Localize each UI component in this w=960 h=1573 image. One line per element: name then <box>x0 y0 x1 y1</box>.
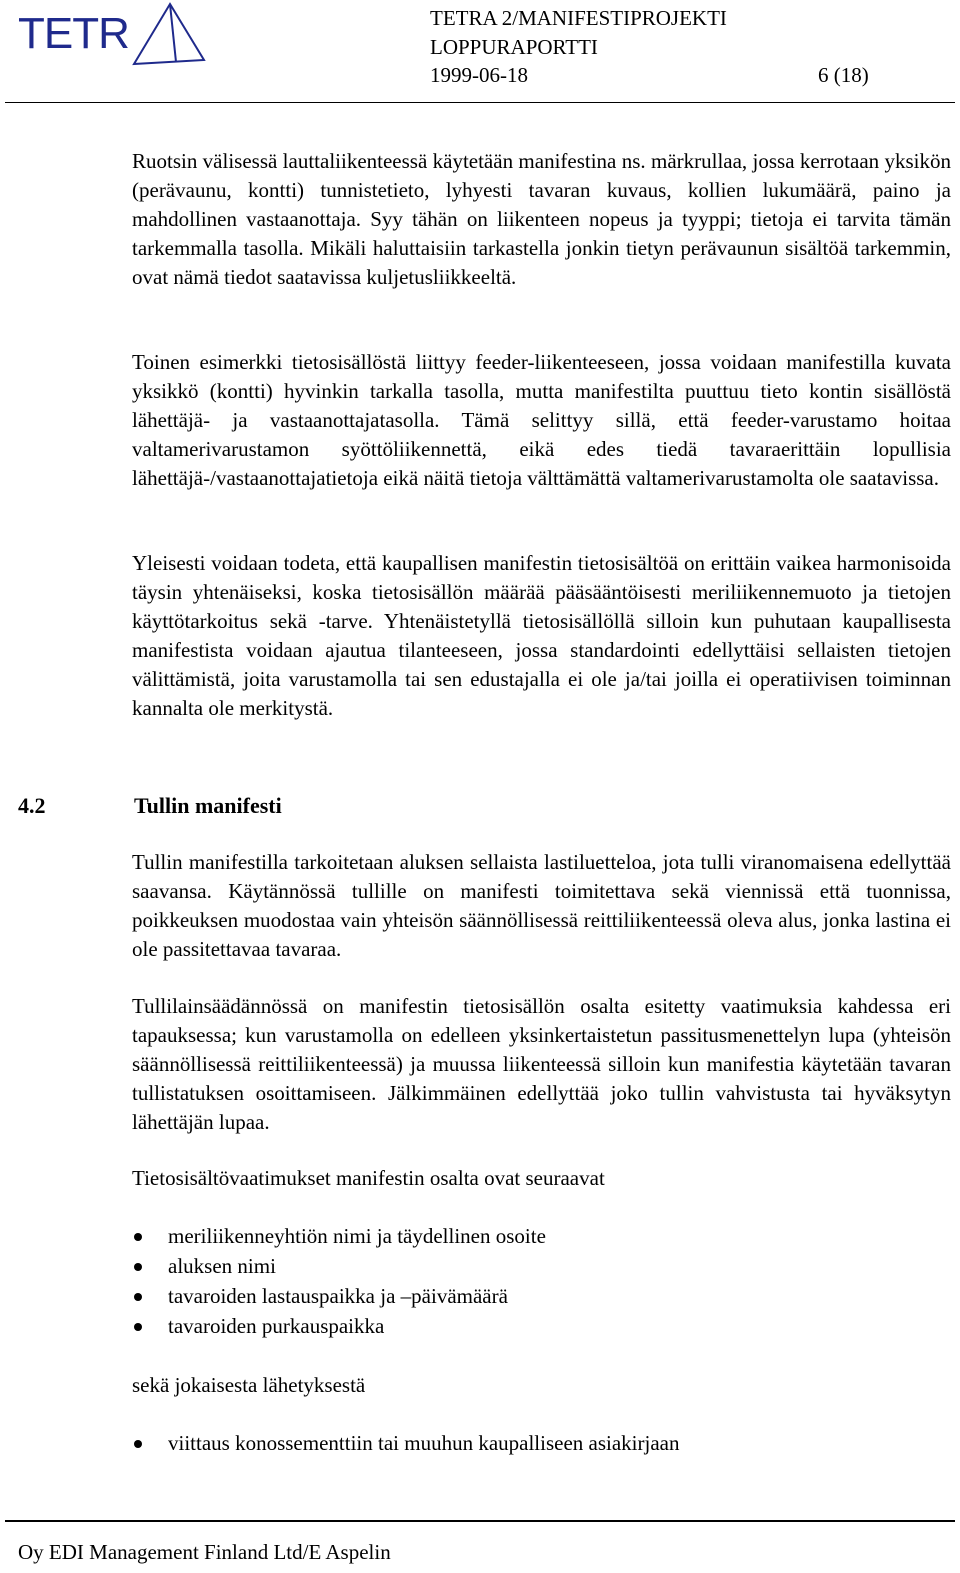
list-item-text: tavaroiden purkauspaikka <box>168 1314 385 1338</box>
paragraph-5: Tullilainsäädännössä on manifestin tietosisällön osalta esitetty vaatimuksia kahdessa eri tapauksessa; kun varustamolla on edelleen yksinkertaistetun passitusmenettelyn lupa (yhteisön säännöllisessä reittiliikenteessä) ja muussa liikenteessä silloin kun manifestia käytetään tavaran tullistatuksen osoittamiseen. Jälkimmäinen edellyttää joko tullin vahvistusta tai hyväksytyn lähettäjän lupaa. <box>132 994 951 1134</box>
paragraph-2: Toinen esimerkki tietosisällöstä liittyy feeder-liikenteeseen, jossa voidaan manifestilla kuvata yksikkö (kontti) hyvinkin tarkalla tasolla, mutta manifestilta puuttuu tieto kontin sisällöstä lähettäjä- ja vastaanottajatasolla. Tämä selittyy sillä, että feeder-varustamo hoitaa valtamerivarustamon syöttöliikennettä, eikä edes tiedä tavaraerittäin lopullisia lähettäjä-/vastaanottajatietoja eikä näitä tietoja välttämättä valtamerivarustamolta ole saatavissa. <box>132 350 951 490</box>
list-item-text: meriliikenneyhtiön nimi ja täydellinen osoite <box>168 1224 546 1248</box>
logo-text: TETR <box>18 9 129 58</box>
footer-divider <box>5 1520 955 1522</box>
list-item <box>132 1312 932 1342</box>
paragraph-1: Ruotsin välisessä lauttaliikenteessä käytetään manifestina ns. märkrullaa, jossa kerrotaan yksikön (perävaunu, kontti) tunnistetieto, lyhyesti tavaran kuvaus, kollien lukumäärä, paino ja mahdollinen vastaanottaja. Syy tähän on liikenteen nopeus ja tyyppi; tietoja ei tarvita tämän tarkemmalla tasolla. Mikäli haluttaisiin tarkastella jonkin tietyn perävaunun sisältöä tarkemmin, ovat nämä tiedot saatavissa kuljetusliikkeeltä. <box>132 149 951 289</box>
header-date: 1999-06-18 <box>430 63 528 87</box>
list-item <box>132 1429 932 1459</box>
shipment-list <box>132 1429 932 1459</box>
requirements-list <box>132 1222 932 1342</box>
header-project-title: TETRA 2/MANIFESTIPROJEKTI <box>430 6 727 30</box>
paragraph-3: Yleisesti voidaan todeta, että kaupallisen manifestin tietosisältöä on erittäin vaikea harmonisoida täysin yhtenäiseksi, koska tietosisällön määrää pääsääntöisesti meriliikennemuoto ja tietojen käyttötarkoitus sekä -tarve. Yhtenäistetyllä tietosisällöllä silloin kun puhutaan kaupallisesta manifestista voidaan ajautua tilanteeseen, jossa standardointi edellyttäisi sellaisten tietojen välittämistä, joita varustamolla tai sen edustajalla ei ole ja/tai joilla ei operatiivisen toiminnan kannalta ole merkitystä. <box>132 551 951 720</box>
paragraph-7: sekä jokaisesta lähetyksestä <box>132 1373 366 1397</box>
list-item-text: viittaus konossementtiin tai muuhun kaupalliseen asiakirjaan <box>168 1431 680 1455</box>
list-item <box>132 1282 932 1312</box>
section-number: 4.2 <box>18 793 46 818</box>
list-item-text: tavaroiden lastauspaikka ja –päivämäärä <box>168 1284 508 1308</box>
bullet-icon <box>134 1323 142 1331</box>
header-page-number: 6 (18) <box>818 63 869 87</box>
header-divider <box>5 102 955 103</box>
bullet-icon <box>134 1233 142 1241</box>
section-title: Tullin manifesti <box>134 793 282 818</box>
paragraph-6: Tietosisältövaatimukset manifestin osalta ovat seuraavat <box>132 1166 605 1190</box>
list-item-text: aluksen nimi <box>168 1254 276 1278</box>
bullet-icon <box>134 1293 142 1301</box>
list-item <box>132 1222 932 1252</box>
list-item <box>132 1252 932 1282</box>
bullet-icon <box>134 1263 142 1271</box>
tetra-logo <box>18 2 193 66</box>
paragraph-4: Tullin manifestilla tarkoitetaan aluksen sellaista lastiluetteloa, jota tulli viranomaisena edellyttää saavansa. Käytännössä tullille on manifesti toimitettava sekä viennissä että tuonnissa, poikkeuksen muodostaa vain yhteisön säännöllisessä reittiliikenteessä oleva alus, jonka lastina ei ole passitettavaa tavaraa. <box>132 850 951 961</box>
footer-text: Oy EDI Management Finland Ltd/E Aspelin <box>18 1540 391 1564</box>
pyramid-icon <box>130 2 206 66</box>
bullet-icon <box>134 1440 142 1448</box>
header-report-title: LOPPURAPORTTI <box>430 35 598 59</box>
